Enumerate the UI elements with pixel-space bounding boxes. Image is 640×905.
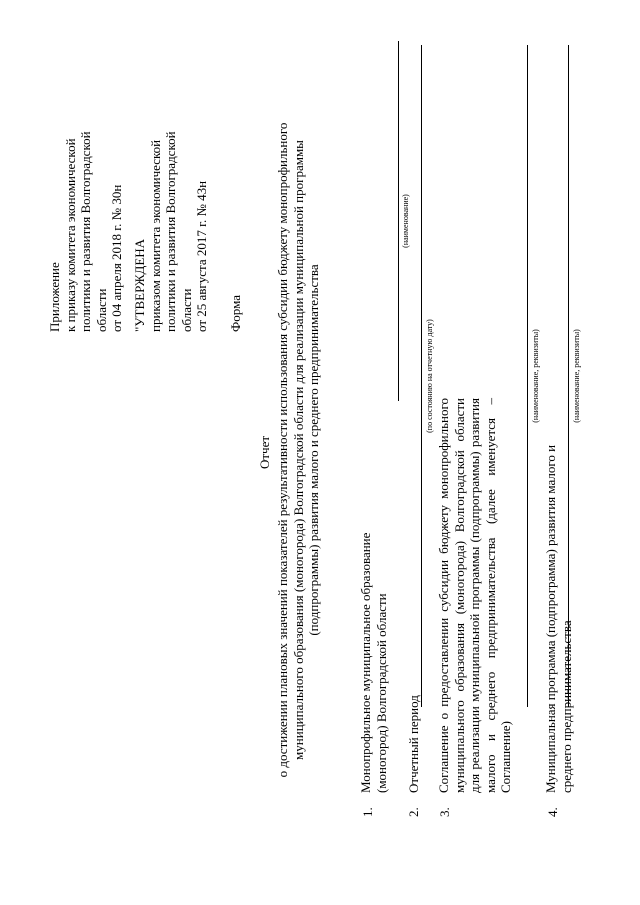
item-text: Отчетный период xyxy=(406,695,421,793)
form-label: Форма xyxy=(228,295,243,332)
field-line xyxy=(527,45,528,707)
approval-block xyxy=(132,12,210,332)
subtitle-line: (подпрограммы) развития малого и среднего предпринимательства xyxy=(306,264,321,636)
approval-line: приказом комитета экономической xyxy=(147,139,163,332)
item-text: Муниципальная программа (подпрограмма) развития малого и среднего предпринимательства xyxy=(543,444,574,793)
header-line: области xyxy=(93,288,109,332)
item-text: Соглашение о предоставлении субсидии бюджету монопрофильного муниципального образования (моногорода) Волгоградской области для реализации муниципальной программы (подпрограммы) развития малого и среднего предпринимательства (далее именуется – Соглашение) xyxy=(436,398,513,793)
subtitle-line: муниципального образования (моногорода) Волгоградской области для реализации муниципальной программы xyxy=(290,140,306,760)
field-line xyxy=(421,45,422,707)
field-line xyxy=(398,41,399,401)
item-number: 1. xyxy=(360,807,375,817)
header-line: от 04 апреля 2018 г. № 30н xyxy=(109,184,124,332)
item-number: 2. xyxy=(406,807,421,817)
header-line: Приложение xyxy=(47,262,62,332)
approval-line: от 25 августа 2017 г. № 43н xyxy=(194,180,209,332)
approval-line: политики и развития Волгоградской xyxy=(163,131,178,332)
approval-line: "УТВЕРЖДЕНА xyxy=(132,238,147,332)
header-line: политики и развития Волгоградской xyxy=(78,131,93,332)
report-subtitle xyxy=(275,65,322,835)
field-caption: (наименование, реквизиты) xyxy=(531,329,540,423)
subtitle-line: о достижении плановых значений показателей результативности использования субсидии бюджету монопрофильного xyxy=(275,122,290,778)
report-title: Отчет xyxy=(257,435,272,470)
header-line: к приказу комитета экономической xyxy=(62,138,78,332)
field-caption: (по состоянию на отчетную дату) xyxy=(425,319,434,433)
field-caption: (наименование) xyxy=(401,194,410,248)
appendix-header xyxy=(47,12,125,332)
field-caption: (наименование, реквизиты) xyxy=(572,329,581,423)
approval-line: области xyxy=(178,288,194,332)
item-number: 4. xyxy=(545,807,560,817)
item-number: 3. xyxy=(437,807,452,817)
field-line xyxy=(568,45,569,707)
item-text: Монопрофильное муниципальное образование (моногород) Волгоградской области xyxy=(358,532,389,793)
